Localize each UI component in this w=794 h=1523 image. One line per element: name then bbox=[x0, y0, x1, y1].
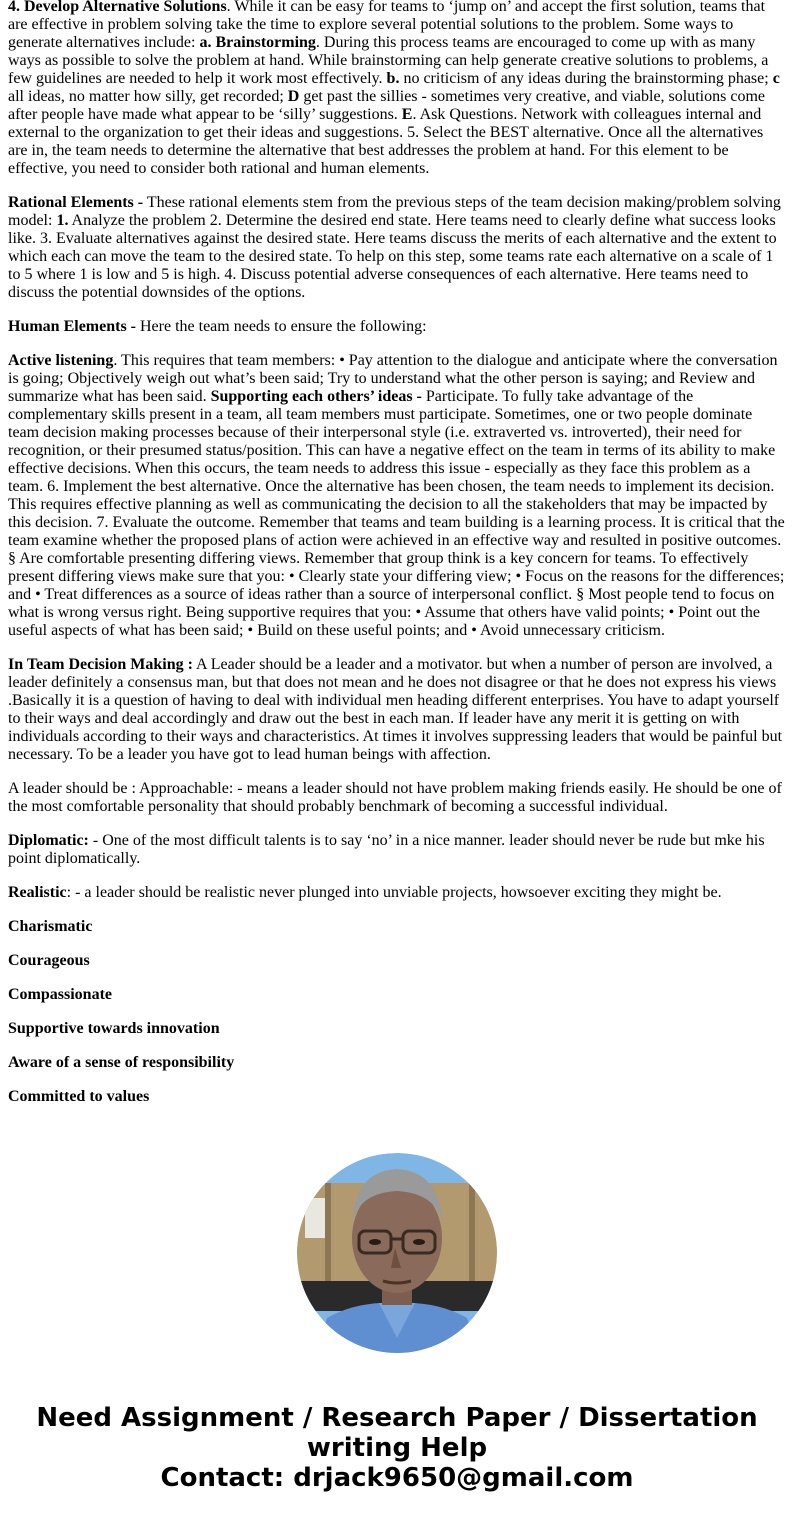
heading-supporting-ideas: Supporting each others’ ideas - bbox=[210, 388, 422, 405]
banner-line: writing Help bbox=[306, 1433, 488, 1463]
paragraph-diplomatic: Diplomatic: - One of the most difficult talents is to say ‘no’ in a nice manner. leader should never be rude but mke his point diplomatically. bbox=[8, 832, 765, 867]
contact-banner bbox=[0, 1403, 794, 1493]
paragraph-active-listening: Active listening. This requires that team members: • Pay attention to the dialogue and anticipate where the conversation is going; Objectively weigh out what’s been said; Try to understand what the other person is saying; and Review and summarize what has been said. Supporting each others’ ideas - Participate. To fully take advantage of the complementary skills present in a team, all team members must participate. Sometimes, one or two people dominate team decision making processes because of their interpersonal style (i.e. extraverted vs. introverted), their need for recognition, or their presumed status/position. This can have a negative effect on the team in terms of its ability to make effective decisions. When this occurs, the team needs to address this issue - especially as they face this problem as a team. 6. Implement the best alternative. Once the alternative has been chosen, the team needs to implement its decision. This requires effective planning as well as communicating the decision to all the stakeholders that may be impacted by this decision. 7. Evaluate the outcome. Remember that teams and team building is a learning process. It is critical that the team examine whether the proposed plans of action were achieved in an effective way and resulted in positive outcomes. § Are comfortable presenting differing views. Remember that group think is a key concern for teams. To effectively present differing views make sure that you: • Clearly state your differing view; • Focus on the reasons for the differences; and • Treat differences as a source of ideas rather than a source of interpersonal conflict. § Most people tend to focus on what is wrong versus right. Being supportive requires that you: • Assume that others have valid points; • Point out the useful aspects of what has been said; • Build on these useful points; and • Avoid unnecessary criticism. bbox=[8, 352, 785, 639]
heading-active-listening: Active listening bbox=[8, 352, 114, 369]
author-photo bbox=[297, 1153, 497, 1353]
document-body bbox=[8, 0, 786, 1122]
paragraph-human-elements: Human Elements - Here the team needs to ensure the following: bbox=[8, 318, 427, 335]
banner-line: Need Assignment / Research Paper / Dissertation bbox=[36, 1403, 758, 1433]
paragraph-alternative-solutions: 4. Develop Alternative Solutions. While it can be easy for teams to ‘jump on’ and accept the first solution, teams that are effective in problem solving take the time to explore several potential solutions to the problem. Some ways to generate alternatives include: a. Brainstorming. During this process teams are encouraged to come up with as many ways as possible to solve the problem at hand. While brainstorming can help generate creative solutions to problems, a few guidelines are needed to help it work most effectively. b. no criticism of any ideas during the brainstorming phase; c all ideas, no matter how silly, get recorded; D get past the sillies - sometimes very creative, and viable, solutions come after people have made what appear to be ‘silly’ suggestions. E. Ask Questions. Network with colleagues internal and external to the organization to get their ideas and suggestions. 5. Select the BEST alternative. Once all the alternatives are in, the team needs to determine the alternative that best addresses the problem at hand. For this element to be effective, you need to consider both rational and human elements. bbox=[8, 0, 780, 177]
author-portrait-icon bbox=[297, 1153, 497, 1353]
contact-email: Contact: drjack9650@gmail.com bbox=[160, 1463, 634, 1493]
trait-item: Committed to values bbox=[8, 1088, 150, 1105]
trait-item: Compassionate bbox=[8, 986, 113, 1003]
paragraph-realistic: Realistic: - a leader should be realistic never plunged into unviable projects, howsoever exciting they might be. bbox=[8, 884, 722, 901]
paragraph-team-decision-making: In Team Decision Making : A Leader should be a leader and a motivator. but when a number of person are involved, a leader definitely a consensus man, but that does not mean and he does not disagree or that he does not express his views .Basically it is a question of having to deal with individual men heading different enterprises. You have to adapt yourself to their ways and deal accordingly and draw out the best in each man. If leader have any merit it is getting on with individuals according to their ways and characteristics. At times it involves suppressing leaders that would be painful but necessary. To be a leader you have got to lead human beings with affection. bbox=[8, 656, 783, 763]
heading-human-elements: Human Elements - bbox=[8, 318, 136, 335]
trait-item: Courageous bbox=[8, 952, 90, 969]
trait-item: Supportive towards innovation bbox=[8, 1020, 220, 1037]
paragraph-rational-elements: Rational Elements - These rational elements stem from the previous steps of the team decision making/problem solving model: 1. Analyze the problem 2. Determine the desired end state. Here teams need to clearly define what success looks like. 3. Evaluate alternatives against the desired state. Here teams discuss the merits of each alternative and the extent to which each can move the team to the desired state. To help on this step, some teams rate each alternative on a scale of 1 to 5 where 1 is low and 5 is high. 4. Discuss potential adverse consequences of each alternative. Here teams need to discuss the potential downsides of the options. bbox=[8, 194, 781, 301]
heading-team-decision-making: In Team Decision Making : bbox=[8, 656, 193, 673]
heading-develop-alternatives: 4. Develop Alternative Solutions bbox=[8, 0, 227, 15]
trait-item: Charismatic bbox=[8, 918, 93, 935]
heading-diplomatic: Diplomatic: bbox=[8, 832, 89, 849]
paragraph-approachable: A leader should be : Approachable: - means a leader should not have problem making friends easily. He should be one of the most comfortable personality that should probably benchmark of becoming a successful individual. bbox=[8, 780, 782, 815]
trait-item: Aware of a sense of responsibility bbox=[8, 1054, 235, 1071]
heading-rational-elements: Rational Elements - bbox=[8, 194, 144, 211]
heading-realistic: Realistic bbox=[8, 884, 67, 901]
